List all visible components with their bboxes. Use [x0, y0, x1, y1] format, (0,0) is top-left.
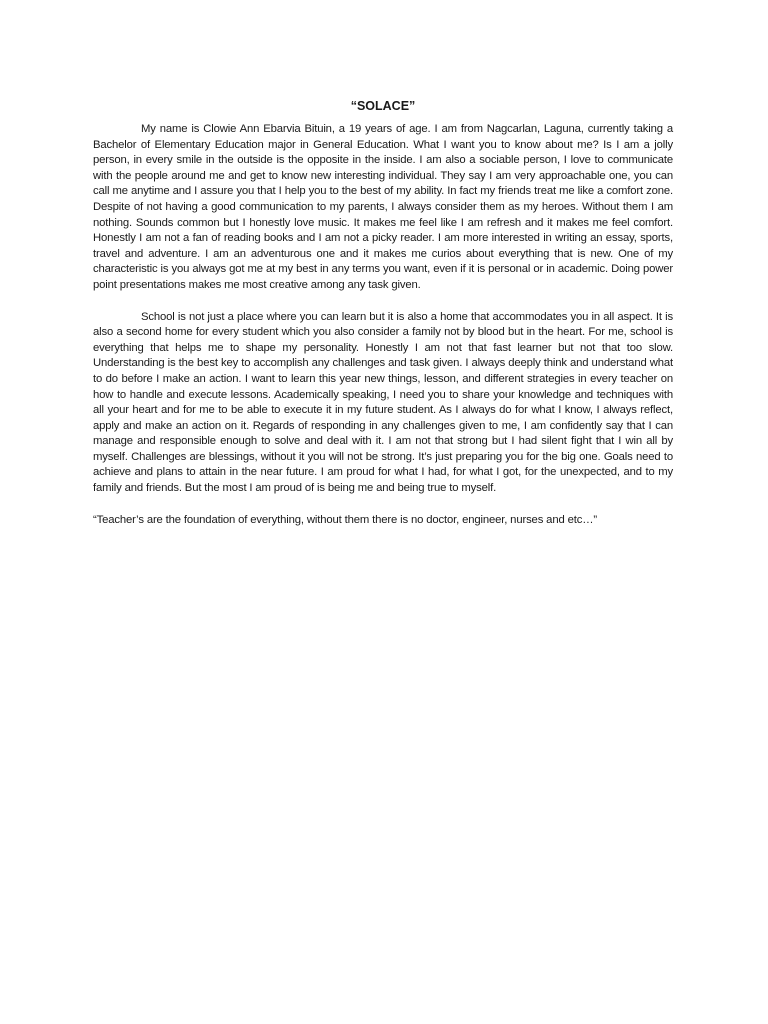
closing-quote: “Teacher’s are the foundation of everything, without them there is no doctor, engineer, nurses and etc…” — [93, 513, 597, 526]
paragraph-introduction: My name is Clowie Ann Ebarvia Bituin, a 19 years of age. I am from Nagcarlan, Laguna, currently taking a Bachelor of Elementary Education major in General Education. What I want you to know about me? Is I am a jolly person, in every smile in the outside is the opposite in the inside. I am also a sociable person, I love to communicate with the people around me and get to know new interesting individual. They say I am very approachable one, you can call me anytime and I assure you that I help you to the best of my ability. In fact my friends treat me like a comfort zone. Despite of not having a good communication to my parents, I always consider them as my heroes. Without them I am nothing. Sounds common but I honestly love music. It makes me feel like I am refresh and it makes me feel comfort. Honestly I am not a fan of reading books and I am not a picky reader. I am more interested in writing an essay, sports, travel and adventure. I am an adventurous one and it makes me curios about everything that is new. One of my characteristic is you always got me at my best in any terms you want, even if it is personal or in academic. Doing power point presentations makes me most creative among any task given. — [93, 123, 673, 291]
document-body — [93, 98, 673, 528]
paragraph-school: School is not just a place where you can learn but it is also a home that accommodates you in all aspect. It is also a second home for every student which you also consider a family not by blood but in the heart. For me, school is everything that helps me to shape my personality. Honestly I am not that fast learner but not that too slow. Understanding is the best key to accomplish any challenges and task given. I always deeply think and understand what to do before I make an action. I want to learn this year new things, lesson, and different strategies in every teacher on how to handle and execute lessons. Academically speaking, I need you to share your knowledge and techniques with all your heart and for me to be able to execute it in my future student. As I always do for what I know, I always reflect, apply and make an action on it. Regards of responding in any challenges given to me, I am confidently say that I can manage and responsible enough to solve and deal with it. I am not that strong but I had silent fight that I win all by myself. Challenges are blessings, without it you will not be strong. It’s just preparing you for the big one. Goals need to achieve and plans to attain in the near future. I am proud for what I had, for what I got, for the unexpected, and to my family and friends. But the most I am proud of is being me and being true to myself. — [93, 310, 673, 495]
document-title: “SOLACE” — [350, 99, 416, 113]
